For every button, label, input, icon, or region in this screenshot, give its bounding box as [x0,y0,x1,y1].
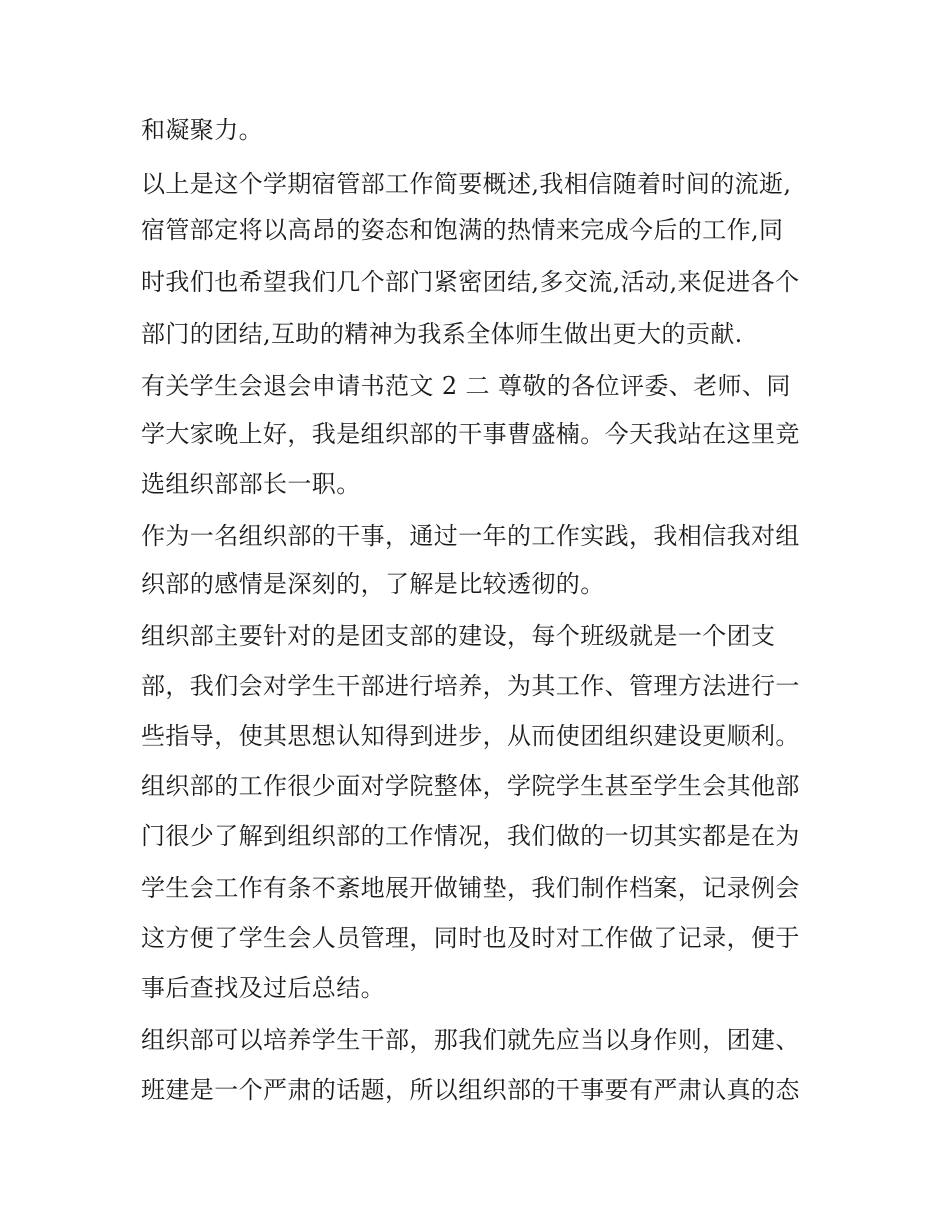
text-line: 部门的团结,互助的精神为我系全体师生做出更大的贡献. [141,320,743,348]
text-line: 些指导，使其思想认知得到进步，从而使团组织建设更顺利。 [141,722,800,750]
text-line: 选组织部部长一职。 [141,470,361,498]
text-line: 这方便了学生会人员管理，同时也及时对工作做了记录，便于 [141,924,800,952]
text-line: 有关学生会退会申请书范文 2 二 尊敬的各位评委、老师、同 [141,372,791,400]
text-line: 以上是这个学期宿管部工作简要概述,我相信随着时间的流逝, [141,170,792,198]
text-line: 织部的感情是深刻的，了解是比较透彻的。 [141,570,605,598]
text-line: 时我们也希望我们几个部门紧密团结,多交流,活动,来促进各个 [141,268,800,296]
text-line: 宿管部定将以高昂的姿态和饱满的热情来完成今后的工作,同 [141,216,784,244]
text-line: 学生会工作有条不紊地展开做铺垫，我们制作档案，记录例会 [141,874,800,902]
text-line: 事后查找及过后总结。 [141,974,385,1002]
text-line: 作为一名组织部的干事，通过一年的工作实践，我相信我对组 [141,522,800,550]
text-line: 班建是一个严肃的话题，所以组织部的干事要有严肃认真的态 [141,1076,800,1104]
text-line: 学大家晚上好，我是组织部的干事曹盛楠。今天我站在这里竞 [141,420,800,448]
text-line: 部，我们会对学生干部进行培养，为其工作、管理方法进行一 [141,672,800,700]
text-line: 门很少了解到组织部的工作情况，我们做的一切其实都是在为 [141,822,800,850]
text-line: 组织部可以培养学生干部，那我们就先应当以身作则，团建、 [141,1026,800,1054]
text-line: 和凝聚力。 [141,116,263,144]
text-line: 组织部主要针对的是团支部的建设，每个班级就是一个团支 [141,622,776,650]
text-line: 组织部的工作很少面对学院整体，学院学生甚至学生会其他部 [141,772,800,800]
